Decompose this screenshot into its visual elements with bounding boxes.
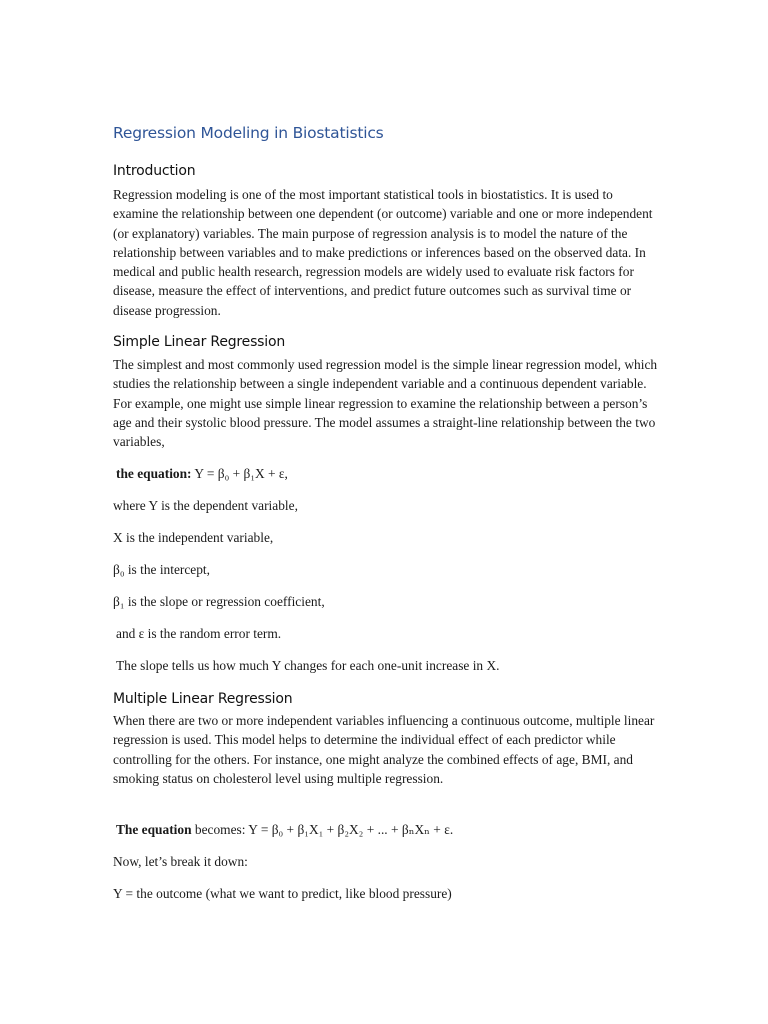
definition-y: where Y is the dependent variable, (113, 498, 298, 513)
definition-outcome-y: Y = the outcome (what we want to predict, like blood pressure) (113, 886, 452, 901)
paragraph-simple-linear-regression: The simplest and most commonly used regression model is the simple linear regression model, which studies the relationship between a single independent variable and a continuous dependent variable. For example, one might use simple linear regression to examine the relationship between a person’s age and their systolic blood pressure. The model assumes a straight-line relationship between the two variables, (113, 357, 658, 450)
multiple-equation-line (116, 820, 453, 839)
definition-beta1: β₁ is the slope or regression coefficient, (113, 594, 325, 609)
simple-equation: Y = β₀ + β₁X + ε, (194, 466, 288, 481)
heading-multiple-linear-regression: Multiple Linear Regression (113, 691, 293, 707)
document-title: Regression Modeling in Biostatistics (113, 124, 384, 142)
simple-equation-label: the equation: (116, 466, 192, 481)
heading-introduction: Introduction (113, 163, 196, 179)
breakdown-intro: Now, let’s break it down: (113, 854, 248, 869)
definition-beta0: β₀ is the intercept, (113, 562, 211, 577)
multiple-equation: becomes: Y = β₀ + β₁X₁ + β₂X₂ + ... + βₙXₙ + ε. (194, 822, 454, 837)
paragraph-multiple-linear-regression: When there are two or more independent variables influencing a continuous outcome, multiple linear regression is used. This model helps to determine the individual effect of each predictor while controlling for the others. For instance, one might analyze the combined effects of age, BMI, and smoking status on cholesterol level using multiple regression. (113, 713, 655, 786)
paragraph-introduction: Regression modeling is one of the most important statistical tools in biostatistics. It is used to examine the relationship between one dependent (or outcome) variable and one or more independent (or explanatory) variables. The main purpose of regression analysis is to model the nature of the relationship between variables and to make predictions or inferences based on the observed data. In medical and public health research, regression models are widely used to evaluate risk factors for disease, measure the effect of interventions, and predict future outcomes such as survival time or disease progression. (113, 187, 653, 318)
simple-equation-line (116, 464, 288, 483)
definition-x: X is the independent variable, (113, 530, 274, 545)
multiple-equation-label: The equation (116, 822, 192, 837)
slope-note: The slope tells us how much Y changes for each one-unit increase in X. (116, 658, 500, 673)
definition-error: and ε is the random error term. (116, 626, 282, 641)
heading-simple-linear-regression: Simple Linear Regression (113, 334, 285, 350)
